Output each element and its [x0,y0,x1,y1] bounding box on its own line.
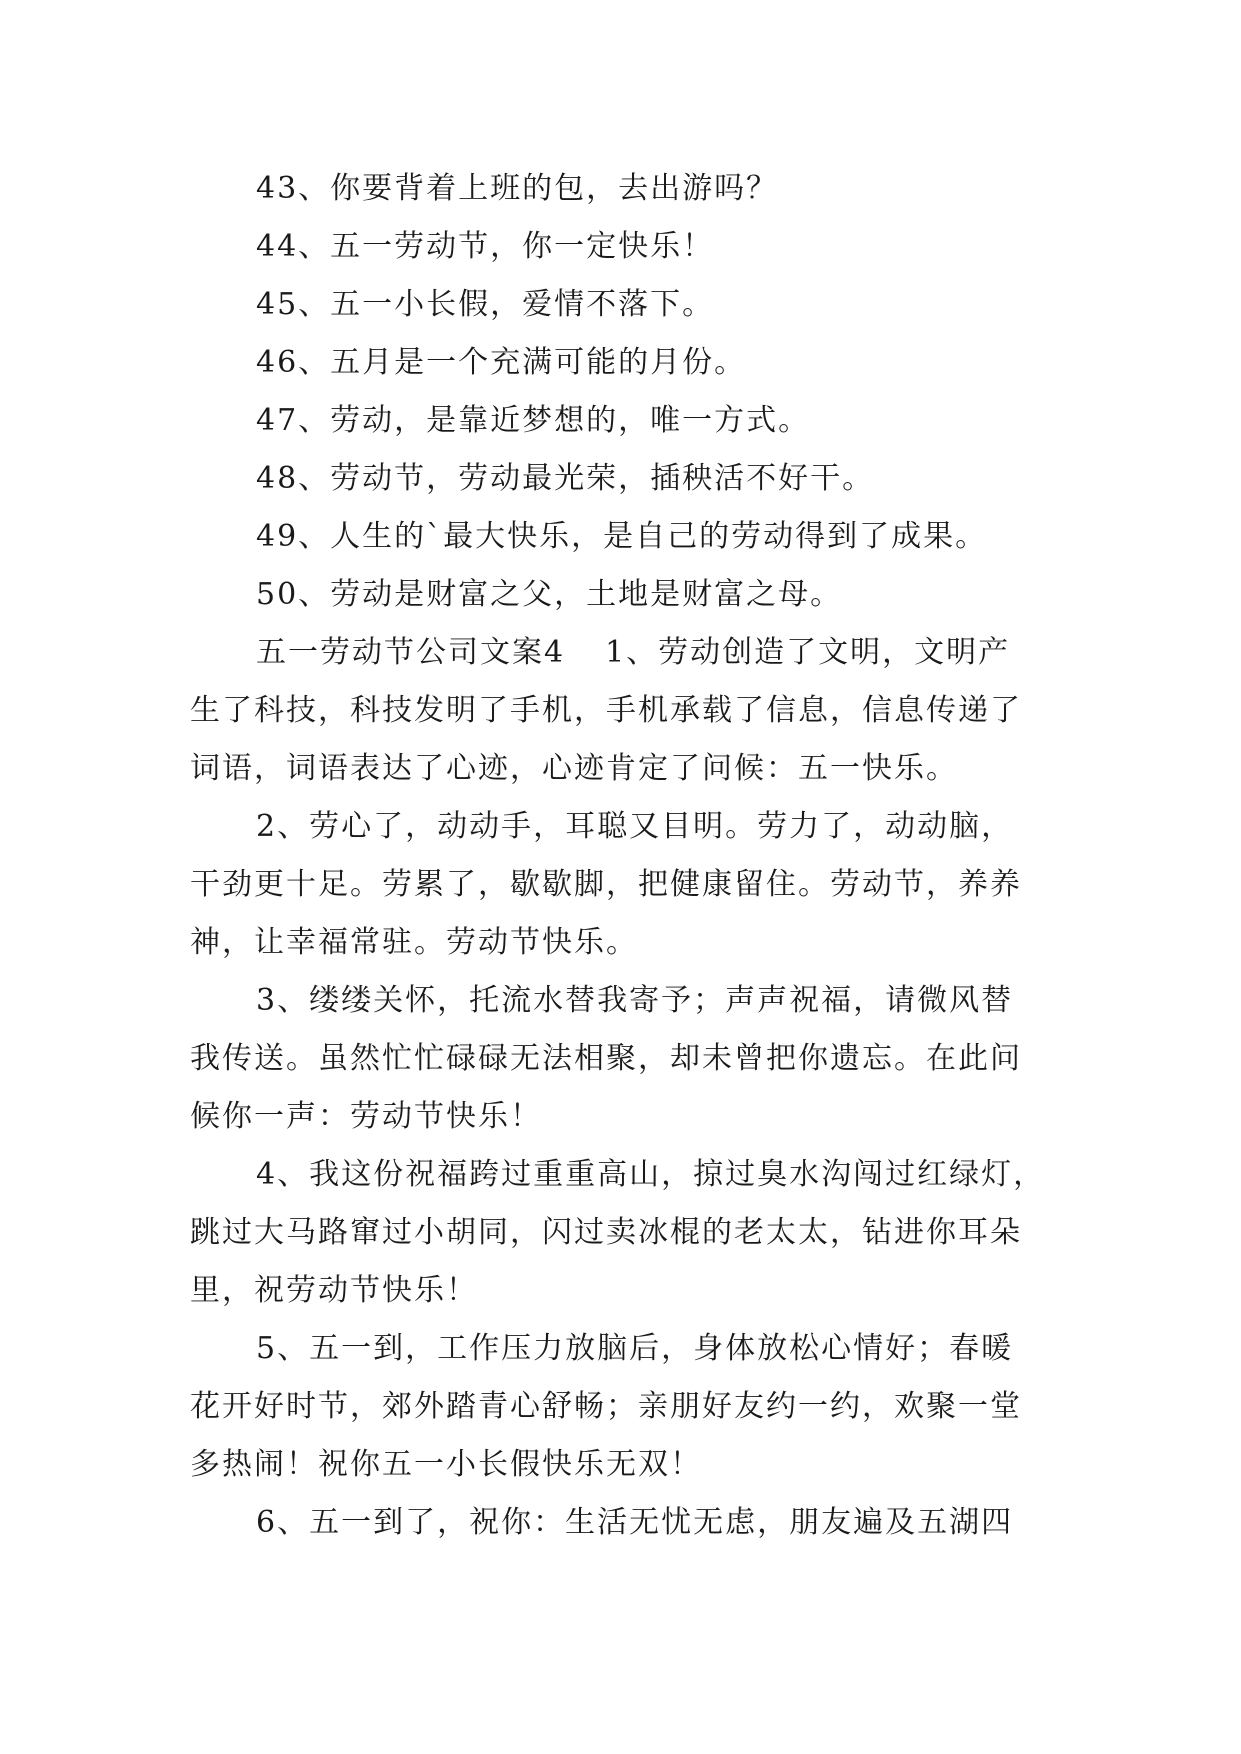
list-item: 50、劳动是财富之父，土地是财富之母。 [256,577,843,612]
list-item: 44、五一劳动节，你一定快乐！ [256,229,715,264]
paragraph-line: 生了科技，科技发明了手机，手机承载了信息，信息传递了 [190,693,1022,728]
paragraph-line: 干劲更十足。劳累了，歇歇脚，把健康留住。劳动节，养养 [190,867,1022,902]
paragraph-line: 神，让幸福常驻。劳动节快乐。 [190,925,638,960]
paragraph-line: 里，祝劳动节快乐！ [190,1273,478,1308]
list-item: 45、五一小长假，爱情不落下。 [256,287,715,322]
list-item: 48、劳动节，劳动最光荣，插秧活不好干。 [256,461,875,496]
paragraph-line: 花开好时节，郊外踏青心舒畅；亲朋好友约一约，欢聚一堂 [190,1389,1022,1424]
document-body [190,160,1050,1552]
paragraph-line: 2、劳心了，动动手，耳聪又目明。劳力了，动动脑， [256,809,1014,844]
paragraph-text: 1、劳动创造了文明，文明产 [605,635,1011,670]
paragraph-line: 词语，词语表达了心迹，心迹肯定了问候：五一快乐。 [190,751,958,786]
paragraph-line: 3、缕缕关怀，托流水替我寄予；声声祝福，请微风替 [256,983,1014,1018]
list-item: 43、你要背着上班的包，去出游吗？ [256,171,779,206]
paragraph-line: 我传送。虽然忙忙碌碌无法相聚，却未曾把你遗忘。在此问 [190,1041,1022,1076]
paragraph-line [190,624,1050,682]
list-item: 46、五月是一个充满可能的月份。 [256,345,747,380]
paragraph-line: 5、五一到，工作压力放脑后，身体放松心情好；春暖 [256,1331,1014,1366]
paragraph-line: 6、五一到了，祝你：生活无忧无虑，朋友遍及五湖四 [256,1505,1014,1540]
section-heading: 五一劳动节公司文案4 [256,635,566,670]
paragraph-line: 4、我这份祝福跨过重重高山，掠过臭水沟闯过红绿灯， [256,1157,1046,1192]
paragraph-line: 候你一声：劳动节快乐！ [190,1099,542,1134]
paragraph-line: 多热闹！祝你五一小长假快乐无双！ [190,1447,702,1482]
paragraph-line: 跳过大马路窜过小胡同，闪过卖冰棍的老太太，钻进你耳朵 [190,1215,1022,1250]
list-item: 47、劳动，是靠近梦想的，唯一方式。 [256,403,811,438]
list-item: 49、人生的`最大快乐，是自己的劳动得到了成果。 [256,519,988,554]
